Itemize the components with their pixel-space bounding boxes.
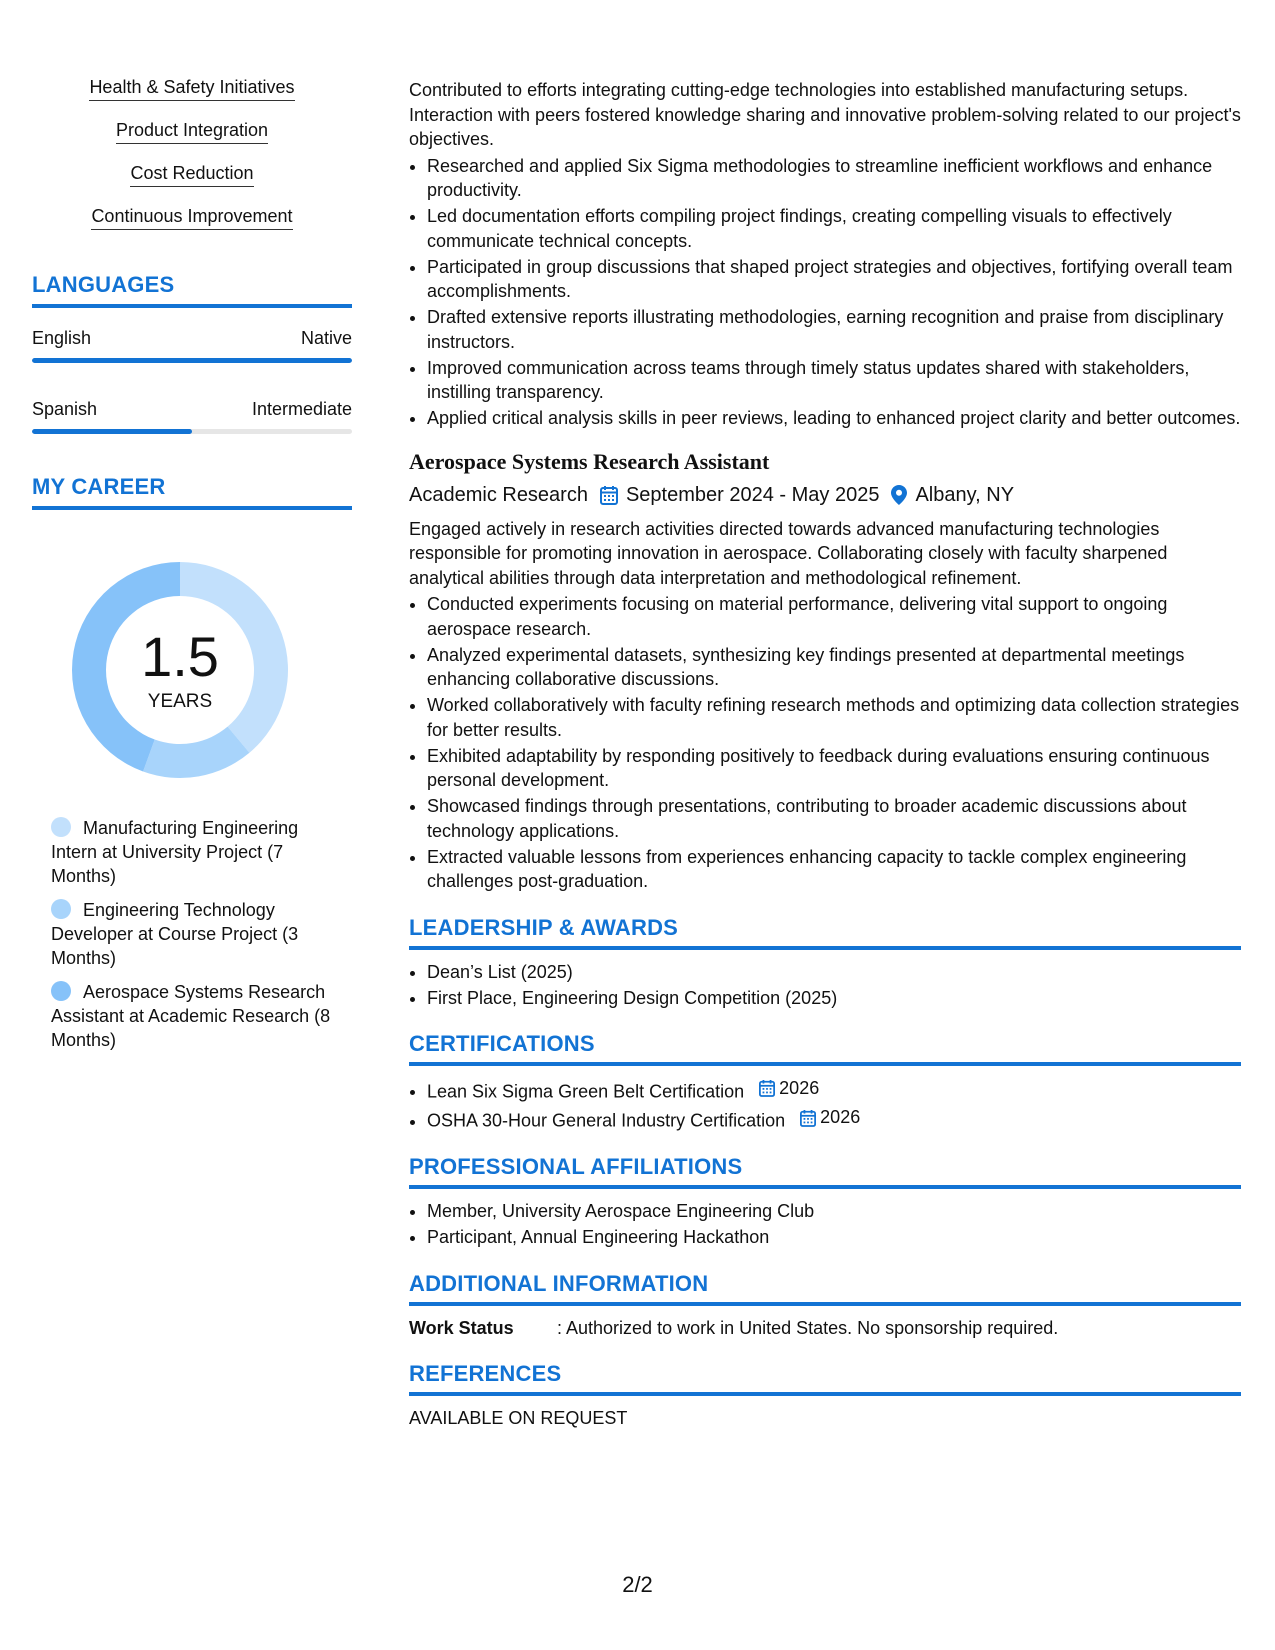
language-proficiency-fill (32, 358, 352, 363)
job-bullet: • Analyzed experimental datasets, synthesizing key findings presented at departmental meetings enhancing collaborative discussions. (427, 643, 1241, 692)
languages-list (32, 326, 352, 434)
job-bullet: • Exhibited adaptability by responding positively to feedback during evaluations ensuring continuous personal development. (427, 744, 1241, 793)
job-bullet: • Improved communication across teams through timely status updates shared with stakeholders, instilling transparency. (427, 356, 1241, 405)
language-name: English (32, 328, 92, 348)
calendar-icon (759, 1079, 775, 1097)
certification-name: OSHA 30-Hour General Industry Certification (427, 1110, 786, 1131)
work-status-row (409, 1316, 1241, 1341)
job-meta (409, 481, 1241, 509)
job-bullet: • Showcased findings through presentations, contributing to broader academic discussions about technology applications. (427, 794, 1241, 843)
work-status-label: Work Status (409, 1317, 514, 1338)
affiliation-item: • Member, University Aerospace Engineering Club (427, 1199, 1241, 1224)
affiliations-heading: PROFESSIONAL AFFILIATIONS (409, 1153, 1241, 1189)
certification-item (427, 1105, 1241, 1133)
career-legend-item (51, 898, 331, 970)
certification-year: 2026 (820, 1107, 861, 1128)
leadership-item: • Dean’s List (2025) (427, 960, 1241, 985)
language-level: Intermediate (251, 399, 352, 419)
job-bullet: • Worked collaboratively with faculty refining research methods and optimizing data collection strategies for better results. (427, 693, 1241, 742)
language-item (32, 397, 352, 434)
sidebar (32, 76, 352, 1062)
career-total-years: 1.5 (141, 625, 219, 688)
job-dates: September 2024 - May 2025 (625, 483, 880, 506)
job-bullet: • Applied critical analysis skills in peer reviews, leading to enhanced project clarity and better outcomes. (427, 406, 1241, 431)
skill-item: Product Integration (32, 119, 352, 144)
leadership-heading: LEADERSHIP & AWARDS (409, 914, 1241, 950)
career-legend-item (51, 980, 331, 1052)
job-bullet: • Led documentation efforts compiling project findings, creating compelling visuals to effectively communicate technical concepts. (427, 204, 1241, 253)
additional-info-heading: ADDITIONAL INFORMATION (409, 1270, 1241, 1306)
job-summary: Contributed to efforts integrating cutting-edge technologies into established manufacturing setups. Interaction with peers fostered knowledge sharing and innovative problem-solving related to our project's objectives. (409, 80, 1241, 149)
leadership-item: • First Place, Engineering Design Competition (2025) (427, 986, 1241, 1011)
certification-name: Lean Six Sigma Green Belt Certification (427, 1081, 745, 1102)
job-company: Academic Research (409, 483, 588, 506)
job-summary: Engaged actively in research activities directed towards advanced manufacturing technologies responsible for promoting innovation in aerospace. Collaborating closely with faculty sharpened analytical abilities through data interpretation and methodological refinement. (409, 518, 1168, 588)
skill-item: Cost Reduction (32, 162, 352, 187)
job-bullet: • Conducted experiments focusing on material performance, delivering vital support to ongoing aerospace research. (427, 592, 1241, 641)
job-bullet: • Researched and applied Six Sigma methodologies to streamline inefficient workflows and enhance productivity. (427, 154, 1241, 203)
legend-dot (51, 817, 71, 837)
language-item (32, 326, 352, 363)
job-bullet: • Drafted extensive reports illustrating methodologies, earning recognition and praise from disciplinary instructors. (427, 305, 1241, 354)
language-proficiency-fill (32, 429, 192, 434)
job-bullet: • Participated in group discussions that shaped project strategies and objectives, fortifying overall team accomplishments. (427, 255, 1241, 304)
job-bullets (409, 154, 1241, 431)
affiliation-item: • Participant, Annual Engineering Hackathon (427, 1225, 1241, 1250)
career-donut-chart (60, 550, 300, 790)
career-legend-item (51, 816, 331, 888)
legend-label: Manufacturing Engineering Intern at University Project (7 Months) (51, 818, 299, 886)
career-legend (51, 816, 331, 1052)
main-content (409, 78, 1241, 1431)
legend-label: Engineering Technology Developer at Course Project (3 Months) (51, 900, 299, 968)
certifications-list (409, 1076, 1241, 1133)
certification-year: 2026 (779, 1078, 820, 1098)
skill-item: Continuous Improvement (32, 205, 352, 230)
certification-item (427, 1076, 1241, 1104)
affiliations-list (409, 1199, 1241, 1250)
references-text: AVAILABLE ON REQUEST (409, 1408, 628, 1428)
job-bullets (409, 592, 1241, 894)
career-total-unit: YEARS (147, 691, 213, 712)
job-title: Aerospace Systems Research Assistant (409, 448, 770, 474)
language-proficiency-bar (32, 358, 352, 363)
work-status-value: : Authorized to work in United States. No sponsorship required. (557, 1317, 1059, 1338)
language-name: Spanish (32, 399, 98, 419)
leadership-list (409, 960, 1241, 1011)
references-heading: REFERENCES (409, 1360, 1241, 1396)
calendar-icon (600, 485, 618, 505)
legend-dot (51, 899, 71, 919)
skills-list (32, 76, 352, 230)
career-heading: MY CAREER (32, 474, 352, 510)
languages-heading: LANGUAGES (32, 272, 352, 308)
language-proficiency-bar (32, 429, 352, 434)
legend-dot (51, 981, 71, 1001)
page-number: 2/2 (622, 1572, 653, 1597)
legend-label: Aerospace Systems Research Assistant at Academic Research (8 Months) (51, 982, 331, 1050)
job-bullet: • Extracted valuable lessons from experiences enhancing capacity to tackle complex engineering challenges post-graduation. (427, 845, 1241, 894)
language-level: Native (300, 328, 352, 348)
skill-item: Health & Safety Initiatives (32, 76, 352, 101)
calendar-icon (800, 1109, 816, 1127)
certifications-heading: CERTIFICATIONS (409, 1030, 1241, 1066)
location-pin-icon (891, 485, 907, 505)
job-location: Albany, NY (915, 483, 1015, 506)
